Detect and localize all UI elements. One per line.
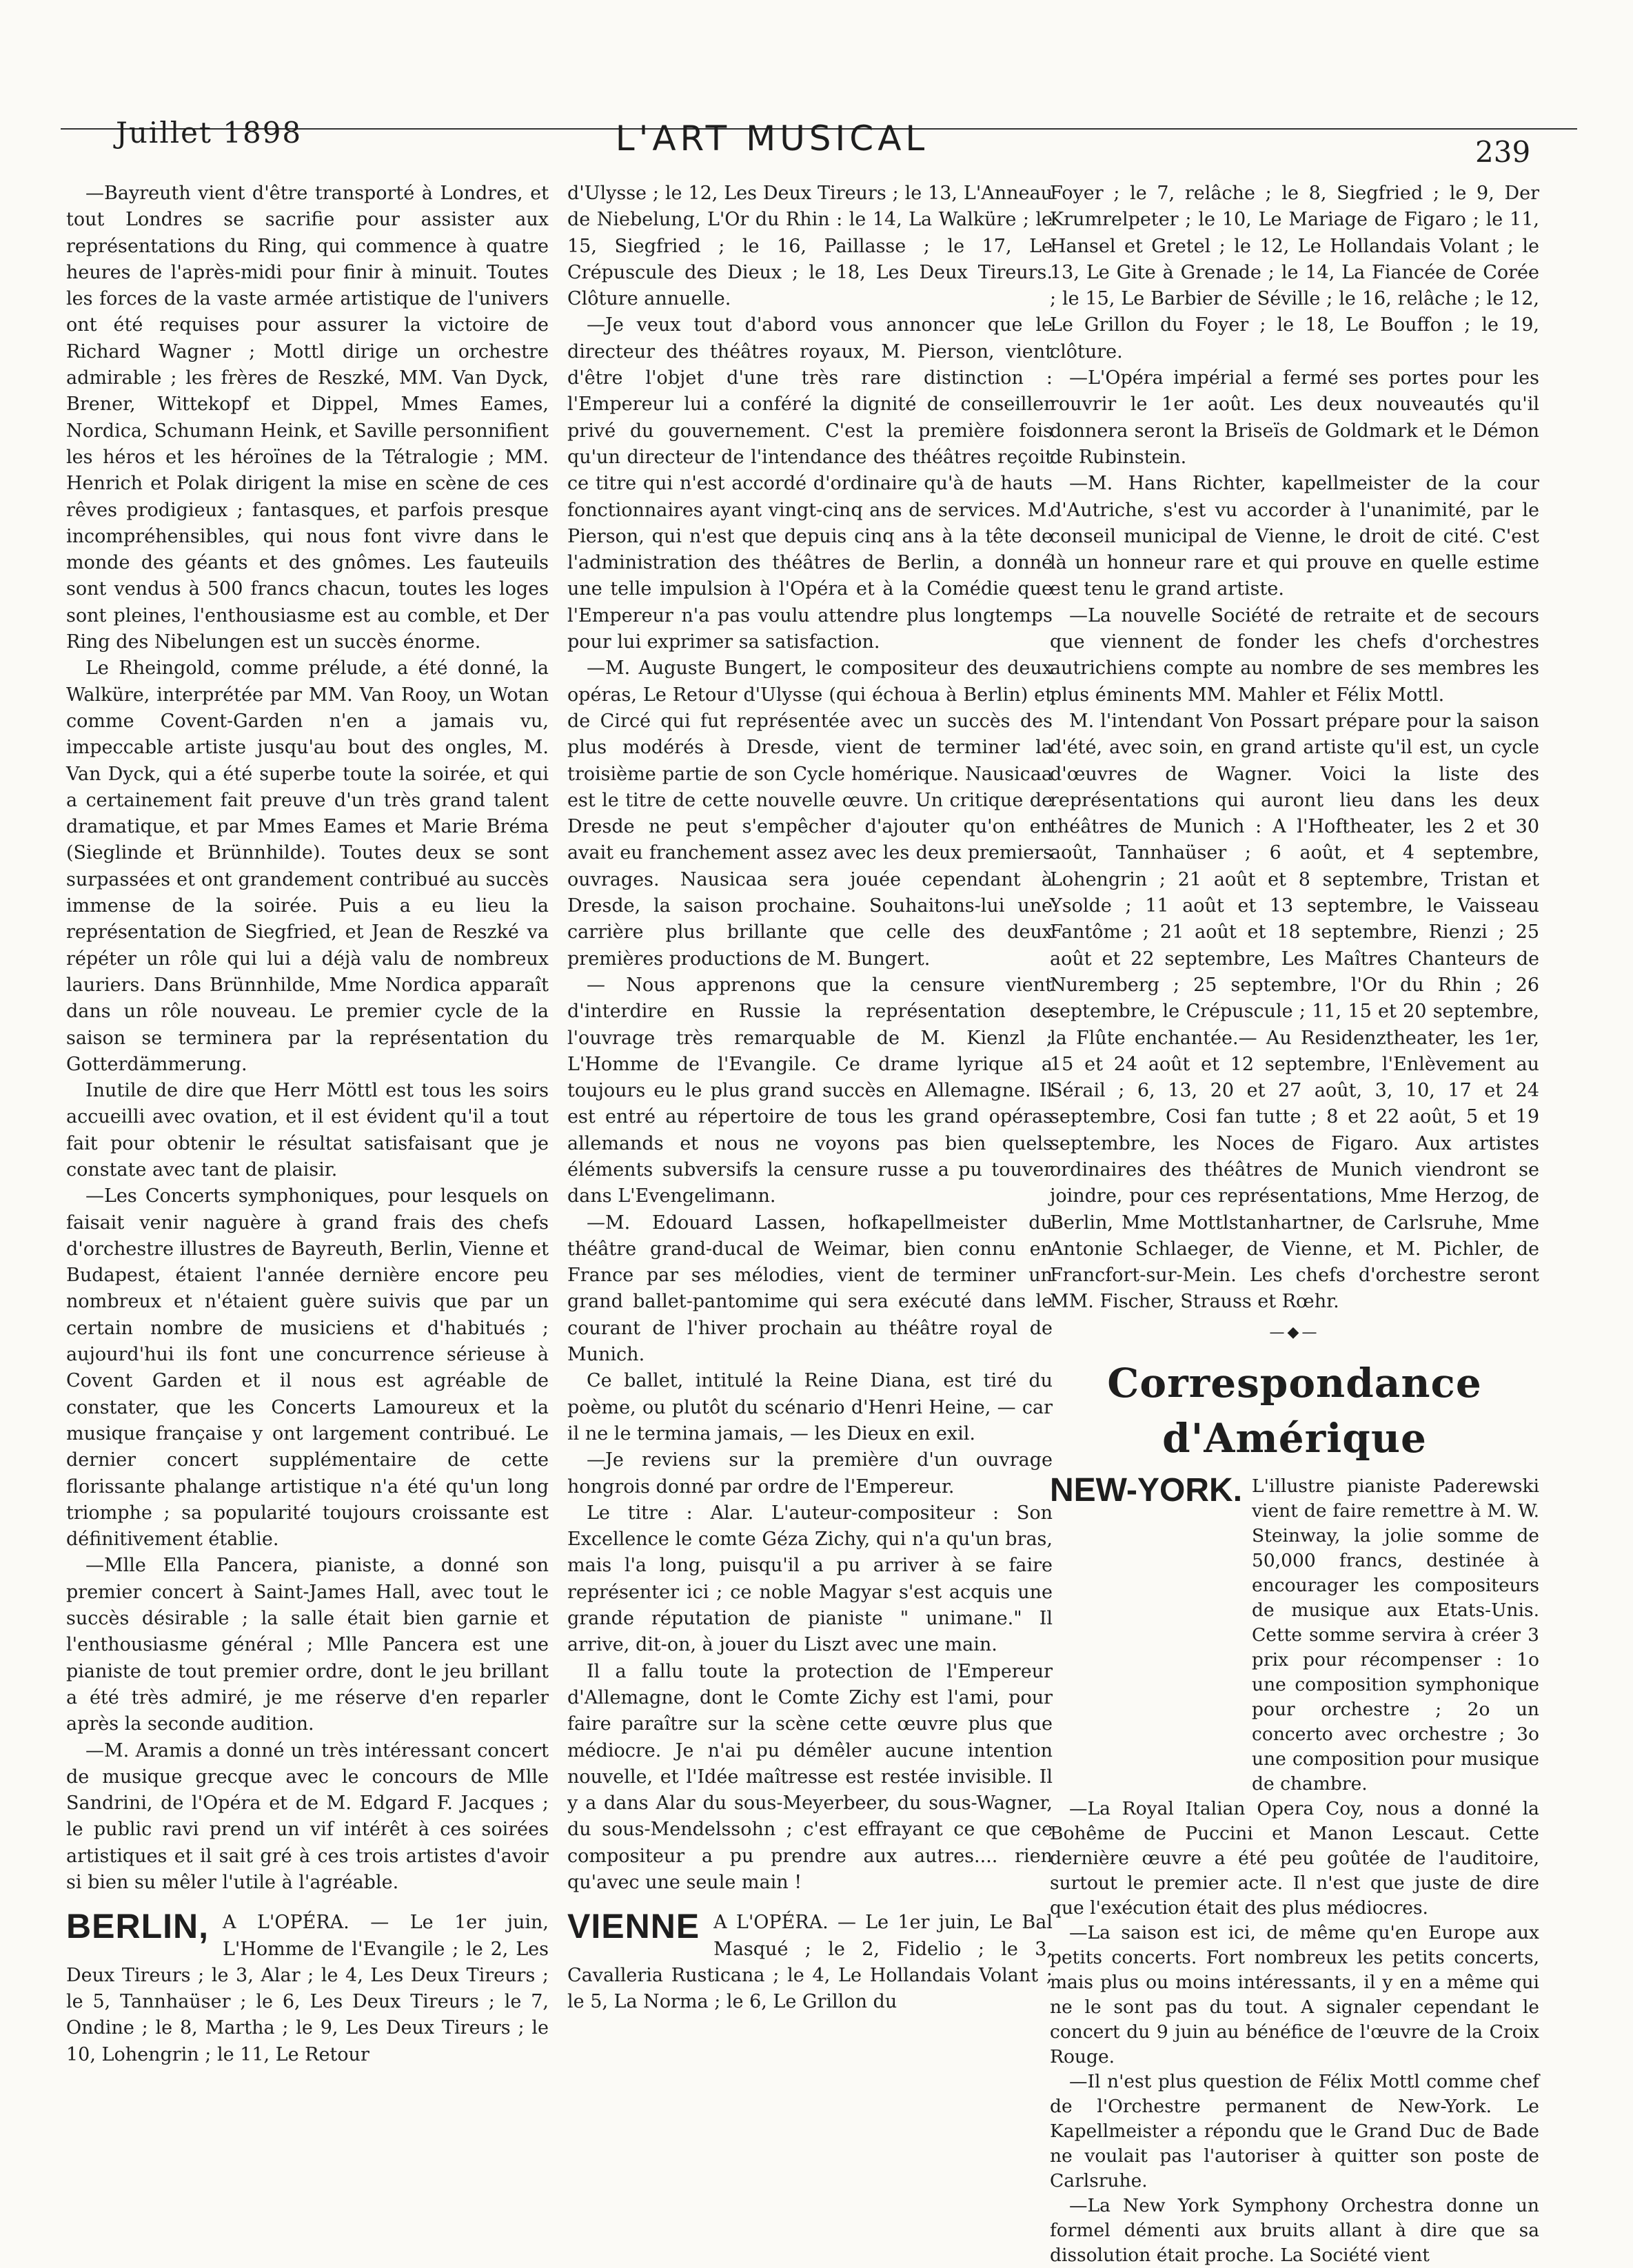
paragraph-rheingold: Le Rheingold, comme prélude, a été donné, la Walküre, interprétée par MM. Van Rooy, un Wotan comme Covent-Garden n'en a jamais vu, impeccable artiste jusqu'au bout des ongles, M. Van Dyck, qui a été superbe toute la soirée, et qui a certainement fait preuve d'un très grand talent dramatique, et par Mmes Eames et Marie Bréma (Sieglinde et Brünnhilde). Toutes deux se sont surpassées et ont grandement contribué au succès immense de la soirée. Puis a eu lieu la représentation de Siegfried, et Jean de Reszké va répéter un rôle qui lui a déjà valu de nombreux lauriers. Dans Brünnhilde, Mme Nordica apparaît dans un rôle nouveau. Le premier cycle de la saison se terminera par la représentation du Gotterdämmerung. bbox=[66, 657, 549, 1075]
paragraph-paderewski: L'illustre pianiste Paderewski vient de faire remettre à M. W. Steinway, la jolie somme de 50,000 francs, destinée à encourager les compositeurs de musique aux Etats-Unis. Cette somme servira à créer 3 prix pour récompenser : 1o une composition symphonique pour orchestre ; 2o un concerto avec orchestre ; 3o une composition pour musique de chambre. bbox=[1252, 1475, 1539, 1795]
journal-title: L'ART MUSICAL bbox=[615, 119, 929, 159]
column-left bbox=[66, 181, 549, 2241]
paragraph-bungert: —M. Auguste Bungert, le compositeur des deux opéras, Le Retour d'Ulysse (qui échoua à Berlin) et de Circé qui fut représentée avec un succès des plus modérés à Dresde, vient de terminer la troisième partie de son Cycle homérique. Nausicaa est le titre de cette nouvelle œuvre. Un critique de Dresde ne peut s'empêcher d'ajouter qu'on en avait eu franchement assez avec les deux premiers ouvrages. Nausicaa sera jouée cependant à Dresde, la saison prochaine. Souhaitons-lui une carrière plus brillante que celle des deux premières productions de M. Bungert. bbox=[567, 657, 1053, 970]
paragraph-richter: —M. Hans Richter, kapellmeister de la cour d'Autriche, s'est vu accorder à l'unanimité, par le conseil municipal de Vienne, le droit de cité. C'est là un honneur rare et qui prouve en quelle estime est tenu le grand artiste. bbox=[1050, 473, 1539, 600]
paragraph-hongrois: —Je reviens sur la première d'un ouvrage hongrois donné par ordre de l'Empereur. bbox=[567, 1449, 1053, 1498]
paragraph-aramis: —M. Aramis a donné un très intéressant concert de musique grecque avec le concours de Mlle Sandrini, de l'Opéra et de M. Edgard F. Jacques ; le public ravi prend un vif intérêt à ces soirées artistiques et il sait gré à ces trois artistes d'avoir si bien su mêler l'utile à l'agréable. bbox=[66, 1739, 549, 1893]
new-york-section bbox=[1050, 1474, 1539, 2268]
paragraph-opera-imperial: —L'Opéra impérial a fermé ses portes pour les rouvrir le 1er août. Les deux nouveautés qu'il donnera seront la Briseïs de Goldmark et le Démon de Rubinstein. bbox=[1050, 367, 1539, 468]
paragraph-alar: Le titre : Alar. L'auteur-compositeur : Son Excellence le comte Géza Zichy, qui n'a qu'un bras, mais l'a long, puisqu'il a pu arriver à se faire représenter ici ; ce noble Magyar s'est acquis une grande réputation de pianiste " unimane." Il arrive, dit-on, à jouer du Liszt avec une main. bbox=[567, 1502, 1053, 1656]
paragraph-royal-italian-opera: —La Royal Italian Opera Coy, nous a donné la Bohême de Puccini et Manon Lescaut. Cette dernière œuvre a été peu goûtée de l'auditoire, surtout le premier acte. Il n'est que juste de dire que l'exécution était des plus médiocres. bbox=[1050, 1798, 1539, 1919]
city-heading-berlin: BERLIN, bbox=[66, 1907, 209, 1946]
ornamental-separator: —◆— bbox=[1269, 1323, 1320, 1341]
berlin-section bbox=[66, 1907, 549, 2068]
paragraph-possart: M. l'intendant Von Possart prépare pour la saison d'été, avec soin, en grand artiste qu'il est, un cycle d'œuvres de Wagner. Voici la liste des représentations qui auront lieu dans les deux théâtres de Munich : A l'Hoftheater, les 2 et 30 août, Tannhaüser ; 6 août, et 4 septembre, Lohengrin ; 21 août et 8 septembre, Tristan et Ysolde ; 11 août et 13 septembre, le Vaisseau Fantôme ; 21 août et 18 septembre, Rienzi ; 25 août et 22 septembre, Les Maîtres Chanteurs de Nuremberg ; 25 septembre, l'Or du Rhin ; 26 septembre, le Crépuscule ; 11, 15 et 20 septembre, la Flûte enchantée.— Au Residenztheater, les 1er, 15 et 24 août et 12 septembre, l'Enlèvement au Sérail ; 6, 13, 20 et 27 août, 3, 10, 17 et 24 septembre, Cosi fan tutte ; 8 et 22 août, 5 et 19 septembre, les Noces de Figaro. Aux artistes ordinaires des théâtres de Munich viendront se joindre, pour ces représentations, Mme Herzog, de Berlin, Mme Mottlstanhartner, de Carlsruhe, Mme Antonie Schlaeger, de Vienne, et M. Pichler, de Francfort-sur-Mein. Les chefs d'orchestre seront MM. Fischer, Strauss et Rœhr. bbox=[1050, 710, 1539, 1313]
paragraph-pierson: —Je veux tout d'abord vous annoncer que le directeur des théâtres royaux, M. Pierson, vient d'être l'objet d'une très rare distinction : l'Empereur lui a conféré la dignité de conseiller privé du gouvernement. C'est la première fois qu'un directeur de l'intendance des théâtres reçoit ce titre qui n'est accordé d'ordinaire qu'à de hauts fonctionnaires ayant vingt-cinq ans de services. M. Pierson, qui n'est que depuis cinq ans à la tête de l'administration des théâtres de Berlin, a donné une telle impulsion à l'Opéra et à la Comédie que l'Empereur n'a pas voulu attendre plus longtemps pour lui exprimer sa satisfaction. bbox=[567, 314, 1053, 653]
city-heading-new-york: NEW-YORK. bbox=[1050, 1472, 1243, 1509]
paragraph-retour-ulysse: d'Ulysse ; le 12, Les Deux Tireurs ; le 13, L'Anneau de Niebelung, L'Or du Rhin : le 14, La Walküre ; le 15, Siegfried ; le 16, Paillasse ; le 17, Le Crépuscule des Dieux ; le 18, Les Deux Tireurs. Clôture annuelle. bbox=[567, 183, 1053, 310]
section-title-correspondance: Correspondance d'Amérique bbox=[1107, 1360, 1482, 1462]
paragraph-foyer: Foyer ; le 7, relâche ; le 8, Siegfried ; le 9, Der Krumrelpeter ; le 10, Le Mariage de Figaro ; le 11, Hansel et Gretel ; le 12, Le Hollandais Volant ; le 13, Le Gite à Grenade ; le 14, La Fiancée de Corée ; le 15, Le Barbier de Séville ; le 16, relâche ; le 12, Le Grillon du Foyer ; le 18, Le Bouffon ; le 19, clôture. bbox=[1050, 183, 1539, 362]
paragraph-societe-retraite: —La nouvelle Société de retraite et de secours que viennent de fonder les chefs d'orchestres autrichiens compte au nombre de ses membres les plus éminents MM. Mahler et Félix Mottl. bbox=[1050, 604, 1539, 706]
paragraph-petits-concerts: —La saison est ici, de même qu'en Europe aux petits concerts. Fort nombreux les petits concerts, mais plus ou moins intéressants, il y en a même qui ne le sont pas du tout. A signaler cependant le concert du 9 juin au bénéfice de l'œuvre de la Croix Rouge. bbox=[1050, 1922, 1539, 2068]
berlin-schedule: A L'OPÉRA. — Le 1er juin, L'Homme de l'Evangile ; le 2, Les Deux Tireurs ; le 3, Alar ; le 4, Les Deux Tireurs ; le 5, Tannhaüser ; le 6, Les Deux Tireurs ; le 7, Ondine ; le 8, Martha ; le 9, Les Deux Tireurs ; le 10, Lohengrin ; le 11, Le Retour bbox=[66, 1912, 549, 2065]
paragraph-concerts-symphoniques: —Les Concerts symphoniques, pour lesquels on faisait venir naguère à grand frais des chefs d'orchestre illustres de Bayreuth, Berlin, Vienne et Budapest, étaient l'année dernière encore peu nombreux et n'étaient guère suivis que par un certain nombre de musiciens et d'habitués ; aujourd'hui ils font une concurrence sérieuse à Covent Garden et il nous est agréable de constater, que les Concerts Lamoureux et la musique française y ont largement contribué. Le dernier concert supplémentaire de cette florissante phalange artistique n'a été qu'un long triomphe ; sa popularité toujours croissante est définitivement établie. bbox=[66, 1185, 549, 1551]
paragraph-pancera: —Mlle Ella Pancera, pianiste, a donné son premier concert à Saint-James Hall, avec tout le succès désirable ; la salle était bien garnie et l'enthousiasme général ; Mlle Pancera est une pianiste de tout premier ordre, dont le jeu brillant a été très admiré, je me réserve d'en reparler après la seconde audition. bbox=[66, 1555, 549, 1735]
paragraph-felix-mottl: —Il n'est plus question de Félix Mottl comme chef de l'Orchestre permanent de New-York. Le Kapellmeister a répondu que le Grand Duc de Bade ne voulait pas l'autoriser à quitter son poste de Carlsruhe. bbox=[1050, 2071, 1539, 2192]
paragraph-protection: Il a fallu toute la protection de l'Empereur d'Allemagne, dont le Comte Zichy est l'ami, pour faire paraître sur la scène cette œuvre plus que médiocre. Je n'ai pu démêler aucune intention nouvelle, et l'Idée maîtresse est restée invisible. Il y a dans Alar du sous-Meyerbeer, du sous-Wagner, du sous-Mendelssohn ; c'est effrayant ce que ce compositeur a pu prendre aux autres.... rien qu'avec une seule main ! bbox=[567, 1660, 1053, 1893]
vienne-section bbox=[567, 1907, 1053, 2015]
column-right bbox=[1050, 181, 1539, 2267]
header-date: Juillet 1898 bbox=[116, 116, 303, 150]
paragraph-mottl: Inutile de dire que Herr Möttl est tous les soirs accueilli avec ovation, et il est évident qu'il a tout fait pour obtenir le résultat satisfaisant que je constate avec tant de plaisir. bbox=[66, 1080, 549, 1181]
paragraph-censure: — Nous apprenons que la censure vient d'interdire en Russie la représentation de l'ouvrage très remarquable de M. Kienzl ; L'Homme de l'Evangile. Ce drame lyrique a toujours eu le plus grand succès en Allemagne. Il est entré au répertoire de tous les grand opéras allemands et nous ne voyons pas bien quels éléments subversifs la censure russe a pu touver dans L'Evengelimann. bbox=[567, 974, 1053, 1207]
paragraph-reine-diana: Ce ballet, intitulé la Reine Diana, est tiré du poème, ou plutôt du scénario d'Henri Heine, — car il ne le termina jamais, — les Dieux en exil. bbox=[567, 1370, 1053, 1444]
paragraph-new-york-symphony: —La New York Symphony Orchestra donne un formel démenti aux bruits allant à dire que sa dissolution était proche. La Société vient bbox=[1050, 2195, 1539, 2267]
vienne-schedule: A L'OPÉRA. — Le 1er juin, Le Bal Masqué ; le 2, Fidelio ; le 3, Cavalleria Rusticana ; le 4, Le Hollandais Volant ; le 5, La Norma ; le 6, Le Grillon du bbox=[567, 1912, 1053, 2013]
page-number: 239 bbox=[1475, 135, 1531, 169]
column-middle bbox=[567, 181, 1053, 2241]
city-heading-vienne: VIENNE bbox=[567, 1907, 700, 1946]
paragraph-lassen: —M. Edouard Lassen, hofkapellmeister du théâtre grand-ducal de Weimar, bien connu en France par ses mélodies, vient de terminer un grand ballet-pantomime qui sera exécuté dans le courant de l'hiver prochain au théâtre royal de Munich. bbox=[567, 1212, 1053, 1366]
paragraph-bayreuth: —Bayreuth vient d'être transporté à Londres, et tout Londres se sacrifie pour assister aux représentations du Ring, qui commence à quatre heures de l'après-midi pour finir à minuit. Toutes les forces de la vaste armée artistique de l'univers ont été requises pour assurer la victoire de Richard Wagner ; Mottl dirige un orchestre admirable ; les frères de Reszké, MM. Van Dyck, Brener, Wittekopf et Dippel, Mmes Eames, Nordica, Schumann Heink, et Saville personnifient les héros et les héroïnes de la Tétralogie ; MM. Henrich et Polak dirigent la mise en scène de ces rêves prodigieux ; fantasques, et parfois presque incompréhensibles, qui nous font vivre dans le monde des géants et des gnômes. Les fauteuils sont vendus à 500 francs chacun, toutes les loges sont pleines, l'enthousiasme est au comble, et Der Ring des Nibelungen est un succès énorme. bbox=[66, 183, 549, 653]
